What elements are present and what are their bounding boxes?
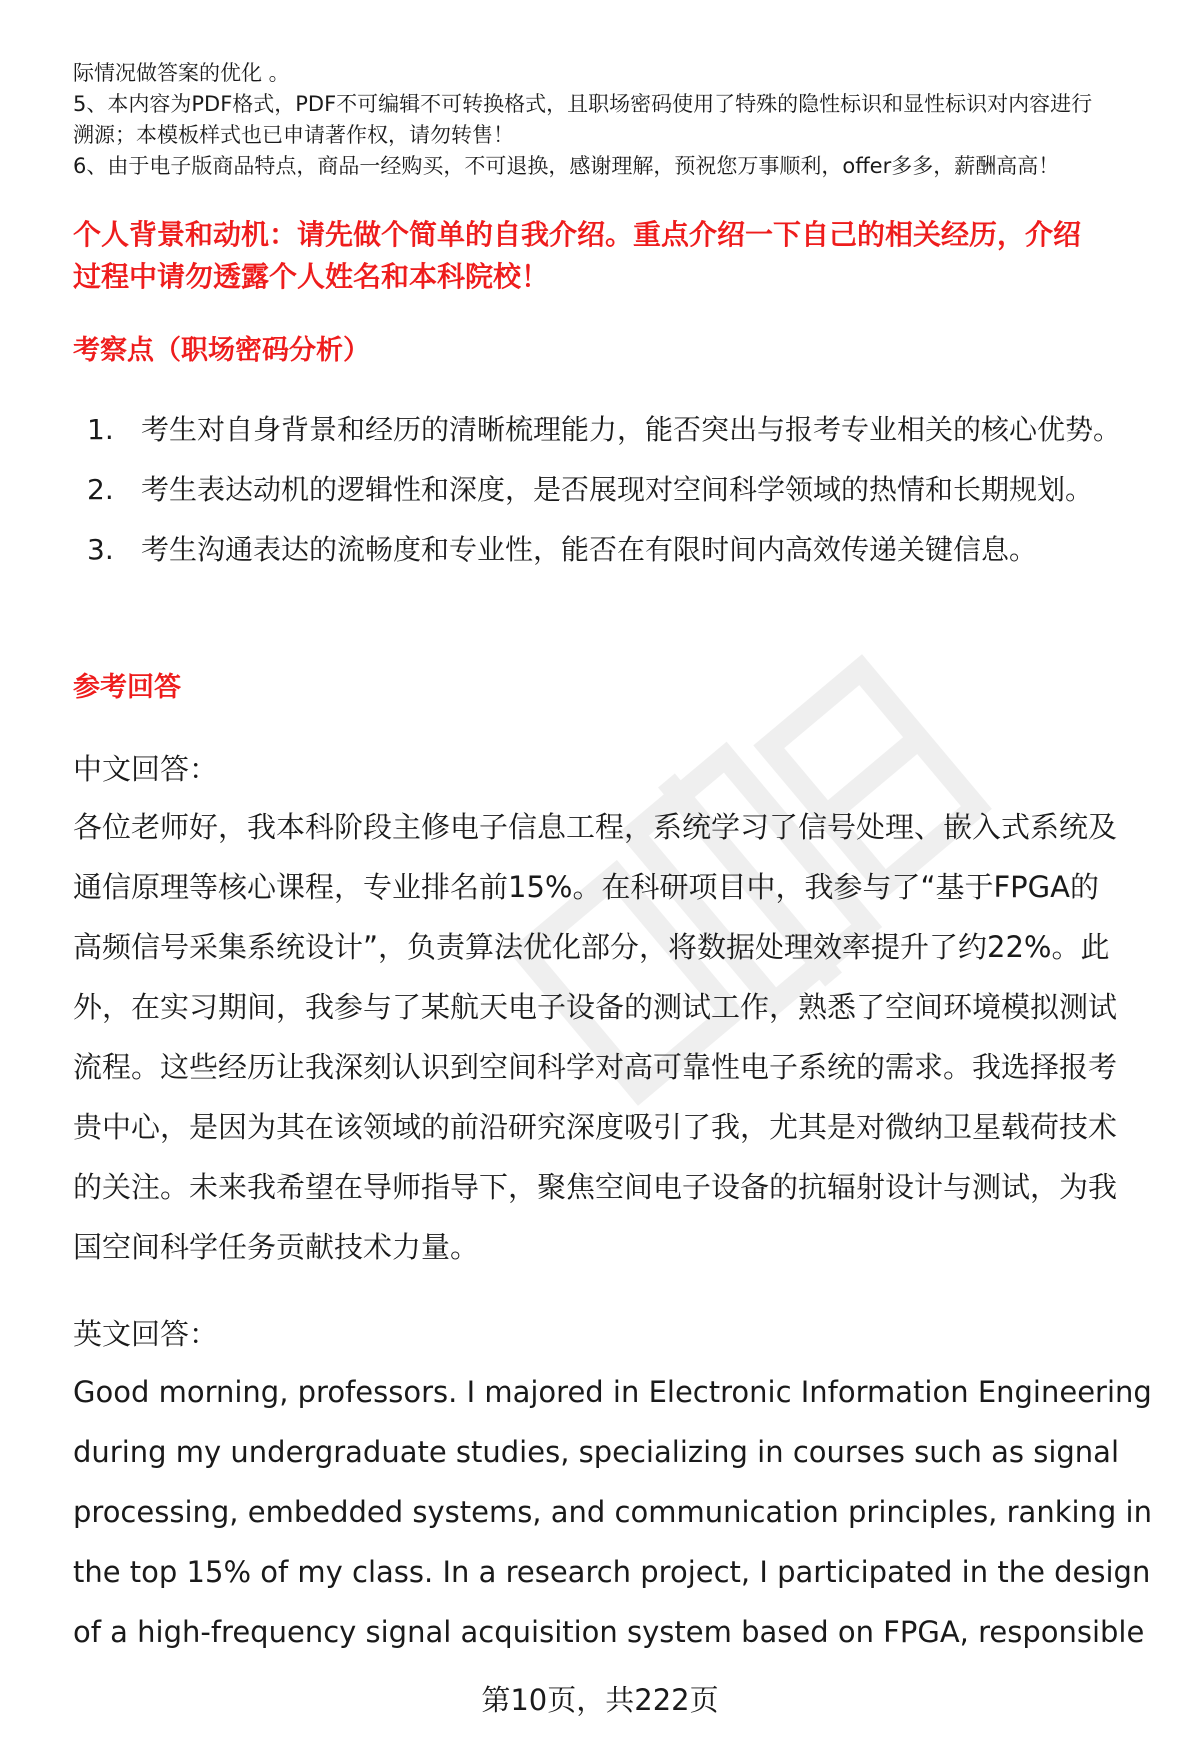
chinese-answer — [73, 797, 1163, 1277]
answer-line: 流程。这些经历让我深刻认识到空间科学对高可靠性电子系统的需求。我选择报考 — [73, 1050, 1118, 1084]
question-line: 个人背景和动机：请先做个简单的自我介绍。重点介绍一下自己的相关经历，介绍 — [73, 218, 1082, 251]
answer-line: 的关注。未来我希望在导师指导下，聚焦空间电子设备的抗辐射设计与测试，为我 — [73, 1170, 1118, 1204]
analysis-points — [73, 400, 1158, 580]
answer-line: 通信原理等核心课程，专业排名前15%。在科研项目中，我参与了“基于FPGA的 — [73, 870, 1099, 904]
note-line: 溯源；本模板样式也已申请著作权，请勿转售！ — [73, 123, 514, 147]
point-number: 2. — [87, 473, 114, 506]
analysis-point — [73, 520, 1158, 580]
point-text: 考生表达动机的逻辑性和深度，是否展现对空间科学领域的热情和长期规划。 — [141, 473, 1094, 506]
analysis-point — [73, 460, 1158, 520]
question-line: 过程中请勿透露个人姓名和本科院校！ — [73, 260, 550, 293]
chinese-answer-label: 中文回答： — [73, 752, 219, 786]
point-number: 3. — [87, 533, 114, 566]
english-answer-label: 英文回答： — [73, 1317, 219, 1351]
answer-line: 外，在实习期间，我参与了某航天电子设备的测试工作，熟悉了空间环境模拟测试 — [73, 990, 1118, 1024]
answer-line: Good morning, professors. I majored in Electronic Information Engineering — [73, 1375, 1152, 1409]
notes-block — [73, 58, 1163, 182]
question-title — [73, 214, 1158, 298]
answer-line: 国空间科学任务贡献技术力量。 — [73, 1230, 480, 1264]
answer-line: processing, embedded systems, and communication principles, ranking in — [73, 1495, 1152, 1529]
answer-line: of a high-frequency signal acquisition system based on FPGA, responsible — [73, 1615, 1145, 1649]
analysis-heading: 考察点（职场密码分析） — [73, 335, 370, 366]
note-line: 6、由于电子版商品特点，商品一经购买，不可退换，感谢理解，预祝您万事顺利，offer多多，薪酬高高！ — [73, 154, 1060, 178]
answer-line: 贵中心，是因为其在该领域的前沿研究深度吸引了我，尤其是对微纳卫星载荷技术 — [73, 1110, 1118, 1144]
answer-line: 各位老师好，我本科阶段主修电子信息工程，系统学习了信号处理、嵌入式系统及 — [73, 810, 1118, 844]
answer-line: 高频信号采集系统设计”，负责算法优化部分，将数据处理效率提升了约22%。此 — [73, 930, 1110, 964]
point-text: 考生沟通表达的流畅度和专业性，能否在有限时间内高效传递关键信息。 — [141, 533, 1038, 566]
page-number: 第10页，共222页 — [481, 1683, 719, 1717]
note-line: 际情况做答案的优化 。 — [73, 61, 290, 85]
answer-line: the top 15% of my class. In a research project, I participated in the design — [73, 1555, 1151, 1589]
analysis-point — [73, 400, 1158, 460]
english-answer — [73, 1362, 1163, 1662]
point-number: 1. — [87, 413, 114, 446]
answer-line: during my undergraduate studies, specializing in courses such as signal — [73, 1435, 1119, 1469]
point-text: 考生对自身背景和经历的清晰梳理能力，能否突出与报考专业相关的核心优势。 — [141, 413, 1122, 446]
note-line: 5、本内容为PDF格式，PDF不可编辑不可转换格式，且职场密码使用了特殊的隐性标识和显性标识对内容进行 — [73, 92, 1093, 116]
answer-heading: 参考回答 — [73, 672, 181, 703]
